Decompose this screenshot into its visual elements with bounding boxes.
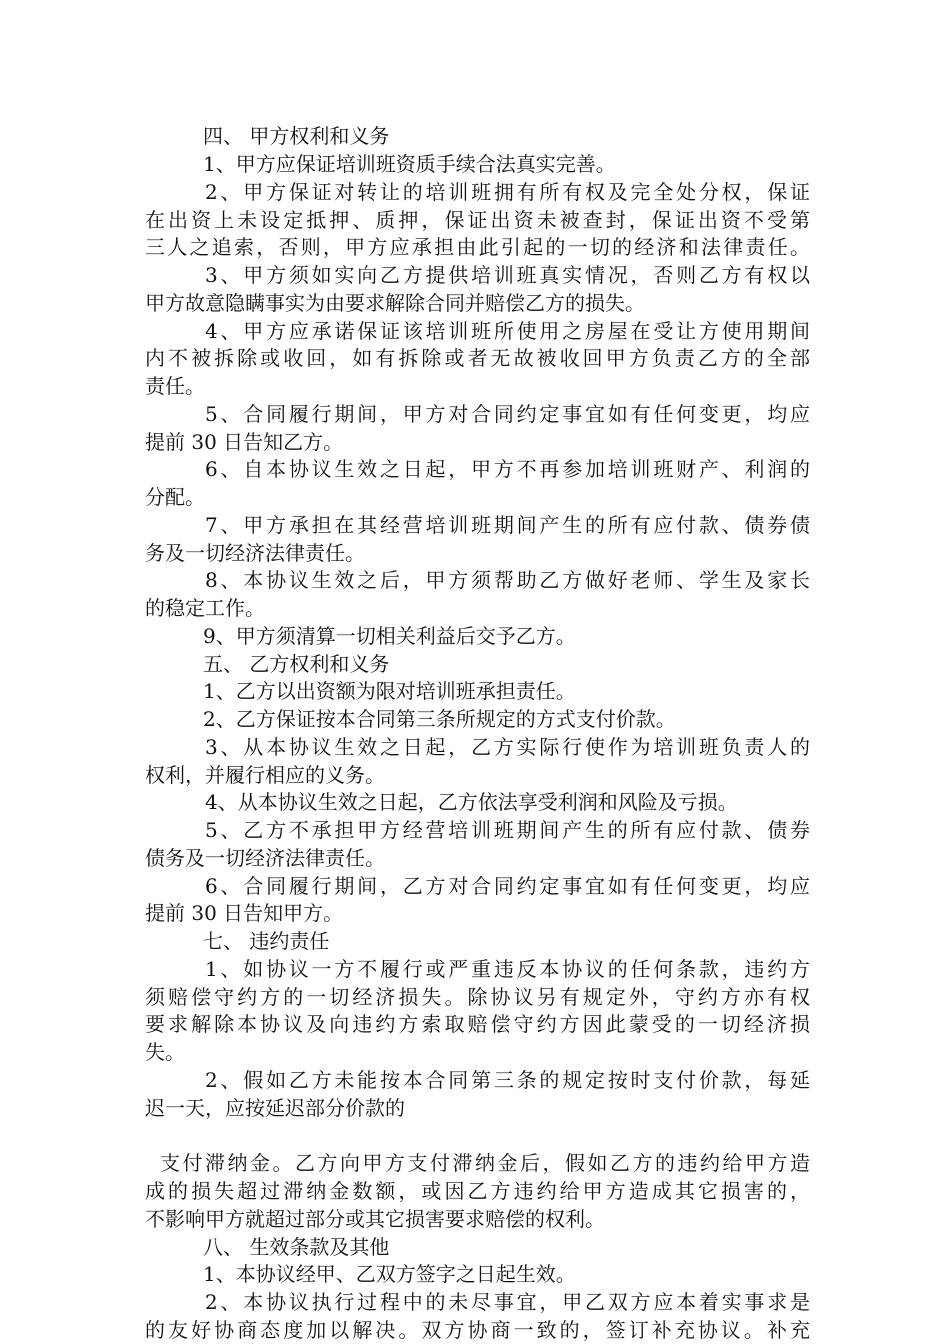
- paragraph-line: 1、本协议经甲、乙双方签字之日起生效。: [203, 1262, 576, 1286]
- paragraph-line: 债务及一切经济法律责任。: [145, 846, 385, 870]
- paragraph-line: 2、甲方保证对转让的培训班拥有所有权及完全处分权，保证: [205, 180, 810, 204]
- paragraph-line: 8、本协议生效之后，甲方须帮助乙方做好老师、学生及家长: [205, 568, 810, 592]
- paragraph-line: 4、从本协议生效之日起，乙方依法享受利润和风险及亏损。: [205, 790, 738, 814]
- paragraph-line: 支付滞纳金。乙方向甲方支付滞纳金后，假如乙方的违约给甲方造: [160, 1151, 810, 1175]
- paragraph-line: 7、甲方承担在其经营培训班期间产生的所有应付款、债券债: [205, 513, 810, 537]
- paragraph-line: 责任。: [145, 374, 205, 398]
- paragraph-line: 5、乙方不承担甲方经营培训班期间产生的所有应付款、债券: [205, 818, 810, 842]
- paragraph-line: 6、合同履行期间，乙方对合同约定事宜如有任何变更，均应: [205, 874, 810, 898]
- paragraph-line: 3、甲方须如实向乙方提供培训班真实情况，否则乙方有权以: [205, 263, 810, 287]
- paragraph-line: 权利，并履行相应的义务。: [145, 763, 385, 787]
- paragraph-line: 成的损失超过滞纳金数额，或因乙方违约给甲方造成其它损害的，: [145, 1179, 810, 1203]
- paragraph-line: 3、从本协议生效之日起，乙方实际行使作为培训班负责人的: [205, 735, 810, 759]
- paragraph-line: 2、本协议执行过程中的未尽事宜，甲乙双方应本着实事求是: [205, 1290, 810, 1314]
- section-heading-4: 四、 甲方权利和义务: [203, 124, 390, 148]
- paragraph-line: 须赔偿守约方的一切经济损失。除协议另有规定外，守约方亦有权: [145, 985, 810, 1009]
- paragraph-line: 内不被拆除或收回，如有拆除或者无故被收回甲方负责乙方的全部: [145, 346, 810, 370]
- paragraph-line: 2、假如乙方未能按本合同第三条的规定按时支付价款，每延: [205, 1068, 810, 1092]
- paragraph-line: 分配。: [145, 485, 205, 509]
- paragraph-line: 三人之追索，否则，甲方应承担由此引起的一切的经济和法律责任。: [145, 235, 810, 259]
- paragraph-line: 的稳定工作。: [145, 596, 265, 620]
- paragraph-line: 9、甲方须清算一切相关利益后交予乙方。: [203, 624, 576, 648]
- paragraph-line: 1、乙方以出资额为限对培训班承担责任。: [203, 679, 576, 703]
- paragraph-line: 1、如协议一方不履行或严重违反本协议的任何条款，违约方: [205, 957, 810, 981]
- paragraph-line: 在出资上未设定抵押、质押，保证出资未被查封，保证出资不受第: [145, 208, 810, 232]
- section-heading-7: 七、 违约责任: [203, 929, 330, 953]
- paragraph-line: 提前 30 日告知乙方。: [145, 430, 344, 454]
- paragraph-line: 5、合同履行期间，甲方对合同约定事宜如有任何变更，均应: [205, 402, 810, 426]
- paragraph-line: 6、自本协议生效之日起，甲方不再参加培训班财产、利润的: [205, 457, 810, 481]
- paragraph-line: 要求解除本协议及向违约方索取赔偿守约方因此蒙受的一切经济损: [145, 1012, 810, 1036]
- paragraph-line: 提前 30 日告知甲方。: [145, 901, 344, 925]
- section-heading-8: 八、 生效条款及其他: [203, 1235, 390, 1259]
- section-heading-5: 五、 乙方权利和义务: [203, 652, 390, 676]
- paragraph-line: 不影响甲方就超过部分或其它损害要求赔偿的权利。: [145, 1207, 605, 1231]
- paragraph-line: 甲方故意隐瞒事实为由要求解除合同并赔偿乙方的损失。: [145, 291, 645, 315]
- paragraph-line: 的友好协商态度加以解决。双方协商一致的，签订补充协议。补充: [145, 1318, 810, 1342]
- paragraph-line: 4、甲方应承诺保证该培训班所使用之房屋在受让方使用期间: [205, 319, 810, 343]
- paragraph-line: 失。: [145, 1040, 185, 1064]
- paragraph-line: 务及一切经济法律责任。: [145, 541, 365, 565]
- paragraph-line: 2、乙方保证按本合同第三条所规定的方式支付价款。: [203, 707, 676, 731]
- paragraph-line: 1、甲方应保证培训班资质手续合法真实完善。: [203, 152, 616, 176]
- paragraph-line: 迟一天，应按延迟部分价款的: [145, 1096, 405, 1120]
